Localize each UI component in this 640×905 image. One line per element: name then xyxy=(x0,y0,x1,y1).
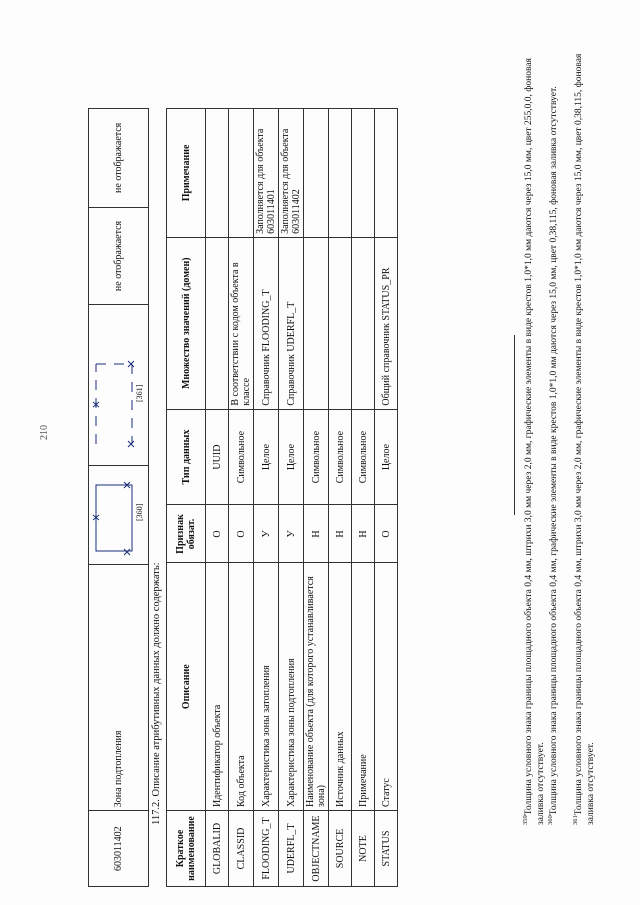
cell-description: Код объекта xyxy=(229,563,254,811)
underflood-zone-symbol-icon xyxy=(90,308,144,462)
cell-short-name: OBJECTNAME xyxy=(304,811,329,887)
cell-description: Примечание xyxy=(352,563,375,811)
table-row xyxy=(229,109,254,887)
table-row xyxy=(375,109,398,887)
header-description: Описание xyxy=(167,563,206,811)
table-row xyxy=(304,109,329,887)
flood-zone-symbol-icon xyxy=(90,469,144,561)
cell-data-type: UUID xyxy=(206,409,229,505)
cell-required: Н xyxy=(329,505,352,563)
cell-description: Характеристика зоны затопления xyxy=(254,563,279,811)
cell-required: О xyxy=(375,505,398,563)
cell-short-name: STATUS xyxy=(375,811,398,887)
cell-note xyxy=(329,109,352,238)
cell-domain xyxy=(304,237,329,409)
table-row xyxy=(279,109,304,887)
cell-note: Заполняется для объекта 603011402 xyxy=(279,109,304,238)
footnote-360 xyxy=(545,35,560,825)
cell-short-name: SOURCE xyxy=(329,811,352,887)
symbol-sample-1 xyxy=(89,466,149,565)
cell-note xyxy=(375,109,398,238)
cell-note xyxy=(229,109,254,238)
cell-short-name: NOTE xyxy=(352,811,375,887)
class-name: Зона подтопления xyxy=(89,565,149,811)
svg-text:[360] xyxy=(135,504,144,522)
cell-short-name: CLASSID xyxy=(229,811,254,887)
cell-required: У xyxy=(279,505,304,563)
cell-required: Н xyxy=(304,505,329,563)
cell-required: У xyxy=(254,505,279,563)
cell-domain: Справочник UDERFL_T xyxy=(279,237,304,409)
cell-note xyxy=(352,109,375,238)
footnote-separator xyxy=(514,335,515,515)
table-row xyxy=(329,109,352,887)
cell-domain: Общий справочник STATUS_PR xyxy=(375,237,398,409)
symbol-1-ref: [360] xyxy=(135,503,144,522)
page-number: 210 xyxy=(39,425,50,440)
cell-domain xyxy=(352,237,375,409)
footnote-number: 360 xyxy=(547,815,554,825)
table-row xyxy=(89,109,149,887)
cell-domain: В соответствии с кодом объекта в классе xyxy=(229,237,254,409)
cell-short-name: FLOODING_T xyxy=(254,811,279,887)
footnote-text: Толщина условного знака границы площадного объекта 0,4 мм, штрихи 3,0 мм через 2,0 мм, графические элементы в виде крестов 1,0*1,0 мм даются через 15,0 мм, цвет 0,38,115, фоновая заливка отсутствует. xyxy=(574,53,597,825)
cell-required: О xyxy=(206,505,229,563)
attribute-table xyxy=(166,108,398,887)
class-code: 603011402 xyxy=(89,811,149,887)
table-row xyxy=(254,109,279,887)
header-note: Примечание xyxy=(167,109,206,238)
table-row xyxy=(206,109,229,887)
cell-note xyxy=(304,109,329,238)
cell-data-type: Целое xyxy=(254,409,279,505)
display-status-2: не отображается xyxy=(89,109,149,208)
symbol-sample-2 xyxy=(89,305,149,466)
class-row-table xyxy=(88,108,149,887)
footnote-text: Толщина условного знака границы площадного объекта 0,4 мм, графические элементы в виде крестов 1,0*1,0 мм даются через 15,0 мм, цвет 0,38,115, фоновая заливка отсутствует. xyxy=(549,86,560,816)
footnote-text: Толщина условного знака границы площадного объекта 0,4 мм, штрихи 3,0 мм через 2,0 мм, графические элементы в виде крестов 1,0*1,0 мм даются через 15,0 мм, цвет 255,0,0, фоновая заливка отсутствует. xyxy=(524,58,547,825)
header-short-name: Краткое наименование xyxy=(167,811,206,887)
cell-description: Наименование объекта (для которого устанавливается зона) xyxy=(304,563,329,811)
footnote-359 xyxy=(520,35,547,825)
cell-domain xyxy=(329,237,352,409)
cell-domain: Справочник FLOODING_T xyxy=(254,237,279,409)
cell-required: Н xyxy=(352,505,375,563)
cell-data-type: Целое xyxy=(375,409,398,505)
cell-data-type: Целое xyxy=(279,409,304,505)
cell-data-type: Символьное xyxy=(229,409,254,505)
cell-description: Источник данных xyxy=(329,563,352,811)
display-status-1: не отображается xyxy=(89,207,149,305)
header-domain: Множество значений (домен) xyxy=(167,237,206,409)
header-data-type: Тип данных xyxy=(167,409,206,505)
cell-data-type: Символьное xyxy=(304,409,329,505)
cell-domain xyxy=(206,237,229,409)
cell-description: Идентификатор объекта xyxy=(206,563,229,811)
svg-text:[361] xyxy=(135,385,144,403)
section-caption: 117.2. Описание атрибутивных данных должно содержать: xyxy=(151,562,162,825)
table-row xyxy=(352,109,375,887)
cell-data-type: Символьное xyxy=(329,409,352,505)
cell-data-type: Символьное xyxy=(352,409,375,505)
symbol-2-ref: [361] xyxy=(135,384,144,403)
cell-description: Статус xyxy=(375,563,398,811)
cell-short-name: UDERFL_T xyxy=(279,811,304,887)
cell-note xyxy=(206,109,229,238)
footnote-number: 361 xyxy=(572,815,579,825)
table-header-row xyxy=(167,109,206,887)
cell-required: О xyxy=(229,505,254,563)
cell-note: Заполняется для объекта 603011401 xyxy=(254,109,279,238)
header-required: Признак обязат. xyxy=(167,505,206,563)
footnote-number: 359 xyxy=(522,815,529,825)
cell-description: Характеристика зоны подтопления xyxy=(279,563,304,811)
footnote-361 xyxy=(570,35,597,825)
cell-short-name: GLOBALID xyxy=(206,811,229,887)
